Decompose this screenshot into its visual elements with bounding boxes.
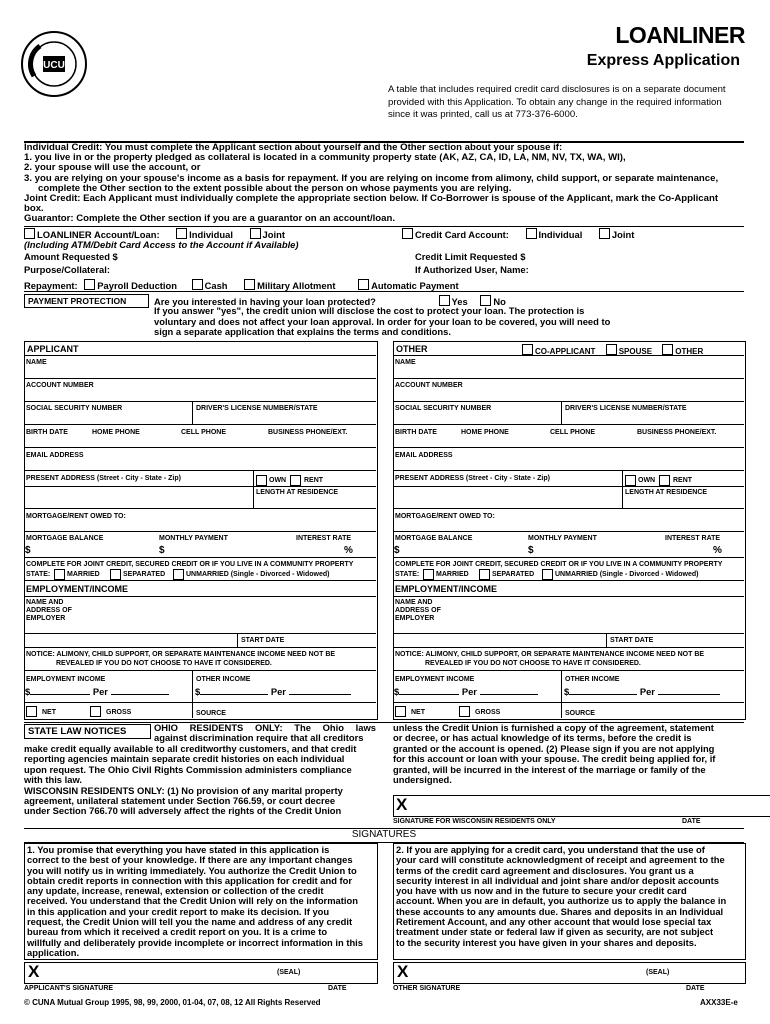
military-checkbox[interactable] xyxy=(244,279,255,290)
including-note: (Including ATM/Debit Card Access to the Account if Available) xyxy=(24,239,299,250)
wisconsin-line: unless the Credit Union is furnished a copy of the agreement, statement xyxy=(393,722,714,733)
ohio-line: upon request. The Ohio Civil Rights Commission administers compliance xyxy=(24,763,352,775)
wisconsin-line: under Section 766.70 will adversely affect the rights of the Credit Union xyxy=(24,805,342,817)
other-name-field[interactable] xyxy=(393,368,744,378)
applicant-signature-label: APPLICANT'S SIGNATURE xyxy=(24,985,114,992)
other-account-label: ACCOUNT NUMBER xyxy=(395,382,463,389)
spouse-label: SPOUSE xyxy=(618,347,653,356)
cash-label: Cash xyxy=(204,280,228,291)
credit-card-checkbox[interactable] xyxy=(402,228,413,239)
applicant-mortgage-to-label: MORTGAGE/RENT OWED TO: xyxy=(26,513,126,520)
other-complete-label: COMPLETE FOR JOINT CREDIT, SECURED CREDIT OR IF YOU LIVE IN A COMMUNITY PROPERTY xyxy=(395,561,723,568)
instruction-line: box. xyxy=(24,203,44,215)
other-ssn-label: SOCIAL SECURITY NUMBER xyxy=(395,405,492,412)
signature-term-line: any update, increase, renewal, extension or collection of the credit xyxy=(27,885,324,897)
wisconsin-line: granted, will be incurred in the interest of the marriage or family of the xyxy=(393,763,706,775)
loanliner-brand: LOANLINER xyxy=(615,22,745,48)
applicant-separated-checkbox[interactable] xyxy=(110,569,121,580)
signature-term-line: willfully and deliberately provide incomplete or incorrect information in this xyxy=(27,936,363,948)
signature-term-line: your card will constitute acknowledgment of receipt and agreement to the xyxy=(396,854,725,866)
signature-term-line: treatment under state or federal law if given as security, are not subject xyxy=(396,926,714,938)
wisconsin-line: WISCONSIN RESIDENTS ONLY: (1) No provision of any marital property xyxy=(24,784,343,796)
ohio-line: OHIO RESIDENTS ONLY: The Ohio laws xyxy=(154,722,376,733)
other-gross-checkbox[interactable] xyxy=(459,706,470,717)
instruction-line: 2. your spouse will use the account, or xyxy=(24,162,201,174)
instruction-line: Guarantor: Complete the Other section if you are a guarantor on an account/loan. xyxy=(24,213,396,225)
applicant-complete-label: COMPLETE FOR JOINT CREDIT, SECURED CREDIT OR IF YOU LIVE IN A COMMUNITY PROPERTY xyxy=(26,561,354,568)
seal-label: (SEAL) xyxy=(277,969,301,976)
loanliner-account-checkbox[interactable] xyxy=(24,228,35,239)
other-dollar-sign: $ xyxy=(394,545,400,556)
applicant-date-label: DATE xyxy=(328,985,347,992)
instruction-line: 1. you live in or the property pledged as collateral is located in a community property state (AK, AZ, CA, ID, LA, NM, NV, TX, WA, WI), xyxy=(24,152,626,164)
spouse-checkbox[interactable] xyxy=(606,344,617,355)
authorized-user-field[interactable]: If Authorized User, Name: xyxy=(415,264,529,275)
applicant-interest-label: INTEREST RATE xyxy=(296,535,352,542)
other-type-label: OTHER xyxy=(675,347,704,356)
protection-line: If you answer "yes", the credit union will disclose the cost to protect your loan. The protection is xyxy=(154,305,585,316)
signature-term-line: request, the Credit Union will tell you the name and address of any credit xyxy=(27,916,353,928)
other-employment-title: EMPLOYMENT/INCOME xyxy=(395,584,498,594)
other-interest-label: INTEREST RATE xyxy=(665,535,721,542)
applicant-name-field[interactable] xyxy=(24,368,376,378)
applicant-name-label: NAME xyxy=(26,359,47,366)
other-date-label: DATE xyxy=(686,985,705,992)
dollar-sign: $ xyxy=(25,686,31,697)
applicant-net-label: NET xyxy=(42,709,56,716)
other-unmarried-checkbox[interactable] xyxy=(542,569,553,580)
other-balance-label: MORTGAGE BALANCE xyxy=(395,535,473,542)
other-cell-phone-label: CELL PHONE xyxy=(550,429,595,436)
per-label: Per xyxy=(639,686,655,697)
applicant-unmarried-label: UNMARRIED (Single - Divorced - Widowed) xyxy=(186,571,330,578)
repayment-label: Repayment: xyxy=(24,280,78,291)
applicant-start-date-label: START DATE xyxy=(241,637,285,644)
payroll-label: Payroll Deduction xyxy=(97,280,177,291)
signature-term-line: application. xyxy=(27,946,80,958)
form-number: AXX33E-e xyxy=(700,998,738,1007)
signature-x: X xyxy=(397,962,409,981)
applicant-employment-title: EMPLOYMENT/INCOME xyxy=(26,584,129,594)
applicant-emp-income-field[interactable] xyxy=(25,687,169,698)
instruction-line: 3. you are relying on your spouse's income as a basis for repayment. If you are relying on income from alimony, child support, or separate maintenance, xyxy=(24,172,719,184)
wisconsin-date-label: DATE xyxy=(682,818,701,825)
protection-text xyxy=(154,306,610,338)
applicant-separated-label: SEPARATED xyxy=(123,571,166,578)
applicant-ssn-label: SOCIAL SECURITY NUMBER xyxy=(26,405,123,412)
protection-yes-label: Yes xyxy=(451,296,468,307)
applicant-signature-field[interactable] xyxy=(24,962,378,984)
signature-term-line: these accounts to any amounts due. Shares and deposits in an Individual xyxy=(396,905,724,917)
other-business-phone-label: BUSINESS PHONE/EXT. xyxy=(637,429,717,436)
other-signature-label: OTHER SIGNATURE xyxy=(393,985,461,992)
signature-x: X xyxy=(28,962,40,981)
cc-joint-label: Joint xyxy=(611,229,635,240)
signature-term-line: security interest in all individual and joint share and/or deposit accounts xyxy=(396,874,719,886)
wisconsin-line: for this account or loan with your spouse. The credit being applied for, if xyxy=(393,753,716,765)
cc-individual-label: Individual xyxy=(538,229,583,240)
intro-text: A table that includes required credit card disclosures is on a separate document provided with this Application. To obtain any change in the required information since it was printed, call us at 773-376-6000. xyxy=(388,84,726,120)
seal-label: (SEAL) xyxy=(646,969,670,976)
other-home-phone-label: HOME PHONE xyxy=(461,429,509,436)
cc-individual-checkbox[interactable] xyxy=(526,228,537,239)
signature-term-line: account. When you are in default, you authorize us to apply the balance in xyxy=(396,895,727,907)
page-title: Express Application xyxy=(586,52,740,69)
other-email-label: EMAIL ADDRESS xyxy=(395,452,453,459)
co-applicant-checkbox[interactable] xyxy=(522,344,533,355)
other-other-income-field[interactable] xyxy=(564,687,720,698)
applicant-notice-line: REVEALED IF YOU DO NOT CHOOSE TO HAVE IT CONSIDERED. xyxy=(56,660,272,667)
applicant-monthly-label: MONTHLY PAYMENT xyxy=(159,535,228,542)
other-mortgage-to-label: MORTGAGE/RENT OWED TO: xyxy=(395,513,495,520)
signature-term-line: Retirement Account, and any other account that would lose special tax xyxy=(396,916,712,928)
other-email-field[interactable] xyxy=(393,461,744,470)
other-emp-income-field[interactable] xyxy=(394,687,538,698)
other-address-label: PRESENT ADDRESS (Street - City - State - Zip) xyxy=(395,475,550,482)
automatic-label: Automatic Payment xyxy=(371,280,459,291)
other-unmarried-label: UNMARRIED (Single - Divorced - Widowed) xyxy=(555,571,699,578)
individual-checkbox[interactable] xyxy=(176,228,187,239)
protection-line: sign a separate application that explains the terms and conditions. xyxy=(154,326,451,338)
other-net-label: NET xyxy=(411,709,425,716)
instruction-line: complete the Other section to the extent possible about the person on whose payments you are relying. xyxy=(38,182,512,194)
signature-term-line: you have with us now and in the future to secure your credit card xyxy=(396,885,687,897)
other-own-label: OWN xyxy=(638,477,656,484)
cash-checkbox[interactable] xyxy=(192,279,203,290)
wisconsin-line: granted or the account is opened. (2) Please sign if you are not applying xyxy=(393,742,715,754)
credit-limit-field[interactable]: Credit Limit Requested $ xyxy=(415,251,526,262)
other-rent-label: RENT xyxy=(673,477,693,484)
applicant-home-phone-label: HOME PHONE xyxy=(92,429,140,436)
payroll-checkbox[interactable] xyxy=(84,279,95,290)
applicant-address-label: PRESENT ADDRESS (Street - City - State - Zip) xyxy=(26,475,181,482)
signature-term-line: obtain credit reports in connection with this application for credit and for xyxy=(27,874,353,886)
other-emp-income-label: EMPLOYMENT INCOME xyxy=(395,676,475,683)
applicant-source-label: SOURCE xyxy=(196,710,226,717)
protection-line: voluntary and does not affect your loan approval. In order for your loan to be covered, you will need to xyxy=(154,315,611,327)
applicant-own-checkbox[interactable] xyxy=(256,475,267,486)
per-label: Per xyxy=(461,686,477,697)
credit-card-label: Credit Card Account: xyxy=(415,229,509,240)
applicant-rent-checkbox[interactable] xyxy=(290,475,301,486)
other-other-income-label: OTHER INCOME xyxy=(565,676,620,683)
ohio-line: reporting agencies maintain separate credit histories on each individual xyxy=(24,753,345,765)
other-net-checkbox[interactable] xyxy=(395,706,406,717)
instructions xyxy=(24,143,744,225)
signature-term-line: you will notify us in writing immediately. You authorize the Credit Union to xyxy=(27,864,357,876)
other-separated-label: SEPARATED xyxy=(492,571,535,578)
applicant-title: APPLICANT xyxy=(27,344,79,354)
other-married-checkbox[interactable] xyxy=(423,569,434,580)
applicant-email-label: EMAIL ADDRESS xyxy=(26,452,84,459)
amount-requested-field[interactable]: Amount Requested $ xyxy=(24,251,118,262)
other-percent-sign: % xyxy=(713,545,722,556)
applicant-notice-line: NOTICE: ALIMONY, CHILD SUPPORT, OR SEPARATE MAINTENANCE INCOME NEED NOT BE xyxy=(26,651,336,658)
applicant-length-label: LENGTH AT RESIDENCE xyxy=(256,489,339,496)
other-rent-checkbox[interactable] xyxy=(659,475,670,486)
individual-label: Individual xyxy=(189,229,233,240)
other-dollar-sign: $ xyxy=(528,545,534,556)
per-label: Per xyxy=(92,686,108,697)
wisconsin-line: agreement, unilateral statement under Section 766.59, or court decree xyxy=(24,795,336,807)
signature-term-line: received. You understand that the Credit Union will rely on the information xyxy=(27,895,358,907)
other-source-label: SOURCE xyxy=(565,710,595,717)
credit-union-logo xyxy=(20,28,88,100)
signature-term-line: correct to the best of your knowledge. If there are any important changes xyxy=(27,854,353,866)
military-label: Military Allotment xyxy=(257,280,336,291)
automatic-checkbox[interactable] xyxy=(358,279,369,290)
wisconsin-signature-field[interactable] xyxy=(393,795,770,817)
applicant-other-income-label: OTHER INCOME xyxy=(196,676,251,683)
other-checkbox[interactable] xyxy=(662,344,673,355)
payment-protection-label: PAYMENT PROTECTION xyxy=(24,294,149,308)
signature-term-line: 1. You promise that everything you have stated in this application is xyxy=(27,844,330,855)
applicant-account-label: ACCOUNT NUMBER xyxy=(26,382,94,389)
applicant-married-checkbox[interactable] xyxy=(54,569,65,580)
dollar-sign: $ xyxy=(564,686,570,697)
signature-term-line: 2. If you are applying for a credit card, you understand that the use of xyxy=(396,844,705,855)
other-gross-label: GROSS xyxy=(475,709,501,716)
applicant-unmarried-checkbox[interactable] xyxy=(173,569,184,580)
signature-term-line: bureau from which it received a credit report on you. It is a crime to xyxy=(27,926,328,938)
applicant-dl-label: DRIVER'S LICENSE NUMBER/STATE xyxy=(196,405,318,412)
other-own-checkbox[interactable] xyxy=(625,475,636,486)
signature-x: X xyxy=(396,795,408,814)
applicant-cell-phone-label: CELL PHONE xyxy=(181,429,226,436)
other-name-label: NAME xyxy=(395,359,416,366)
dollar-sign: $ xyxy=(195,686,201,697)
purpose-field[interactable]: Purpose/Collateral: xyxy=(24,264,110,275)
other-dl-label: DRIVER'S LICENSE NUMBER/STATE xyxy=(565,405,687,412)
other-length-label: LENGTH AT RESIDENCE xyxy=(625,489,708,496)
applicant-email-field[interactable] xyxy=(24,461,376,470)
applicant-emp-income-label: EMPLOYMENT INCOME xyxy=(26,676,106,683)
applicant-married-label: MARRIED xyxy=(67,571,100,578)
ohio-line: with this law. xyxy=(24,774,82,786)
applicant-state-label: STATE: xyxy=(26,571,51,578)
applicant-gross-label: GROSS xyxy=(106,709,132,716)
wisconsin-line: undersigned. xyxy=(393,774,452,786)
other-notice-line: NOTICE: ALIMONY, CHILD SUPPORT, OR SEPARATE MAINTENANCE INCOME NEED NOT BE xyxy=(395,651,705,658)
co-applicant-label: CO-APPLICANT xyxy=(535,347,596,356)
applicant-rent-label: RENT xyxy=(304,477,324,484)
other-account-field[interactable] xyxy=(393,391,744,401)
signatures-title: SIGNATURES xyxy=(351,829,417,840)
other-notice-line: REVEALED IF YOU DO NOT CHOOSE TO HAVE IT CONSIDERED. xyxy=(425,660,641,667)
wisconsin-line: or decree, or has actual knowledge of its terms, before the credit is xyxy=(393,732,692,744)
applicant-employer-label: NAME AND ADDRESS OF EMPLOYER xyxy=(26,599,72,622)
other-monthly-label: MONTHLY PAYMENT xyxy=(528,535,597,542)
applicant-account-field[interactable] xyxy=(24,391,376,401)
applicant-birth-label: BIRTH DATE xyxy=(26,429,68,436)
other-birth-label: BIRTH DATE xyxy=(395,429,437,436)
wisconsin-signature-label: SIGNATURE FOR WISCONSIN RESIDENTS ONLY xyxy=(393,818,556,825)
signature-term-line: to the security interest you have given in your shares and deposits. xyxy=(396,936,697,948)
copyright: © CUNA Mutual Group 1995, 98, 99, 2000, 01-04, 07, 08, 12 All Rights Reserved xyxy=(24,998,321,1007)
applicant-business-phone-label: BUSINESS PHONE/EXT. xyxy=(268,429,348,436)
ohio-line: make credit equally available to all creditworthy customers, and that credit xyxy=(24,743,357,754)
dollar-sign: $ xyxy=(394,686,400,697)
svg-text:UCU: UCU xyxy=(43,60,65,71)
per-label: Per xyxy=(270,686,286,697)
signature-term-line: in this application and your credit report to make its decision. If you xyxy=(27,905,330,917)
state-law-label: STATE LAW NOTICES xyxy=(24,724,151,739)
other-employer-label: NAME AND ADDRESS OF EMPLOYER xyxy=(395,599,441,622)
other-state-label: STATE: xyxy=(395,571,420,578)
other-start-date-label: START DATE xyxy=(610,637,654,644)
applicant-percent-sign: % xyxy=(344,545,353,556)
applicant-other-income-field[interactable] xyxy=(195,687,351,698)
protection-no-label: No xyxy=(493,296,506,307)
other-separated-checkbox[interactable] xyxy=(479,569,490,580)
protection-question: Are you interested in having your loan protected? xyxy=(154,296,376,307)
joint-label: Joint xyxy=(262,229,285,240)
applicant-balance-label: MORTGAGE BALANCE xyxy=(26,535,104,542)
cc-joint-checkbox[interactable] xyxy=(599,228,610,239)
instruction-line: Individual Credit: You must complete the Applicant section about yourself and the Other section about your spouse if: xyxy=(24,142,563,153)
other-signature-field[interactable] xyxy=(393,962,746,984)
instruction-line: Joint Credit: Each Applicant must individually complete the appropriate section below. If Co-Borrower is spouse of the Applicant, mark the Co-Applicant xyxy=(24,193,719,205)
applicant-net-checkbox[interactable] xyxy=(26,706,37,717)
other-married-label: MARRIED xyxy=(436,571,469,578)
applicant-own-label: OWN xyxy=(269,477,287,484)
applicant-dollar-sign: $ xyxy=(159,545,165,556)
loanliner-account-label: LOANLINER Account/Loan: xyxy=(37,229,160,240)
signature-term-line: terms of the credit card agreement and disclosures. You grant us a xyxy=(396,864,694,876)
applicant-gross-checkbox[interactable] xyxy=(90,706,101,717)
other-title: OTHER xyxy=(396,344,428,354)
applicant-dollar-sign: $ xyxy=(25,545,31,556)
ohio-line: against discrimination require that all creditors xyxy=(154,732,364,744)
joint-checkbox[interactable] xyxy=(250,228,261,239)
